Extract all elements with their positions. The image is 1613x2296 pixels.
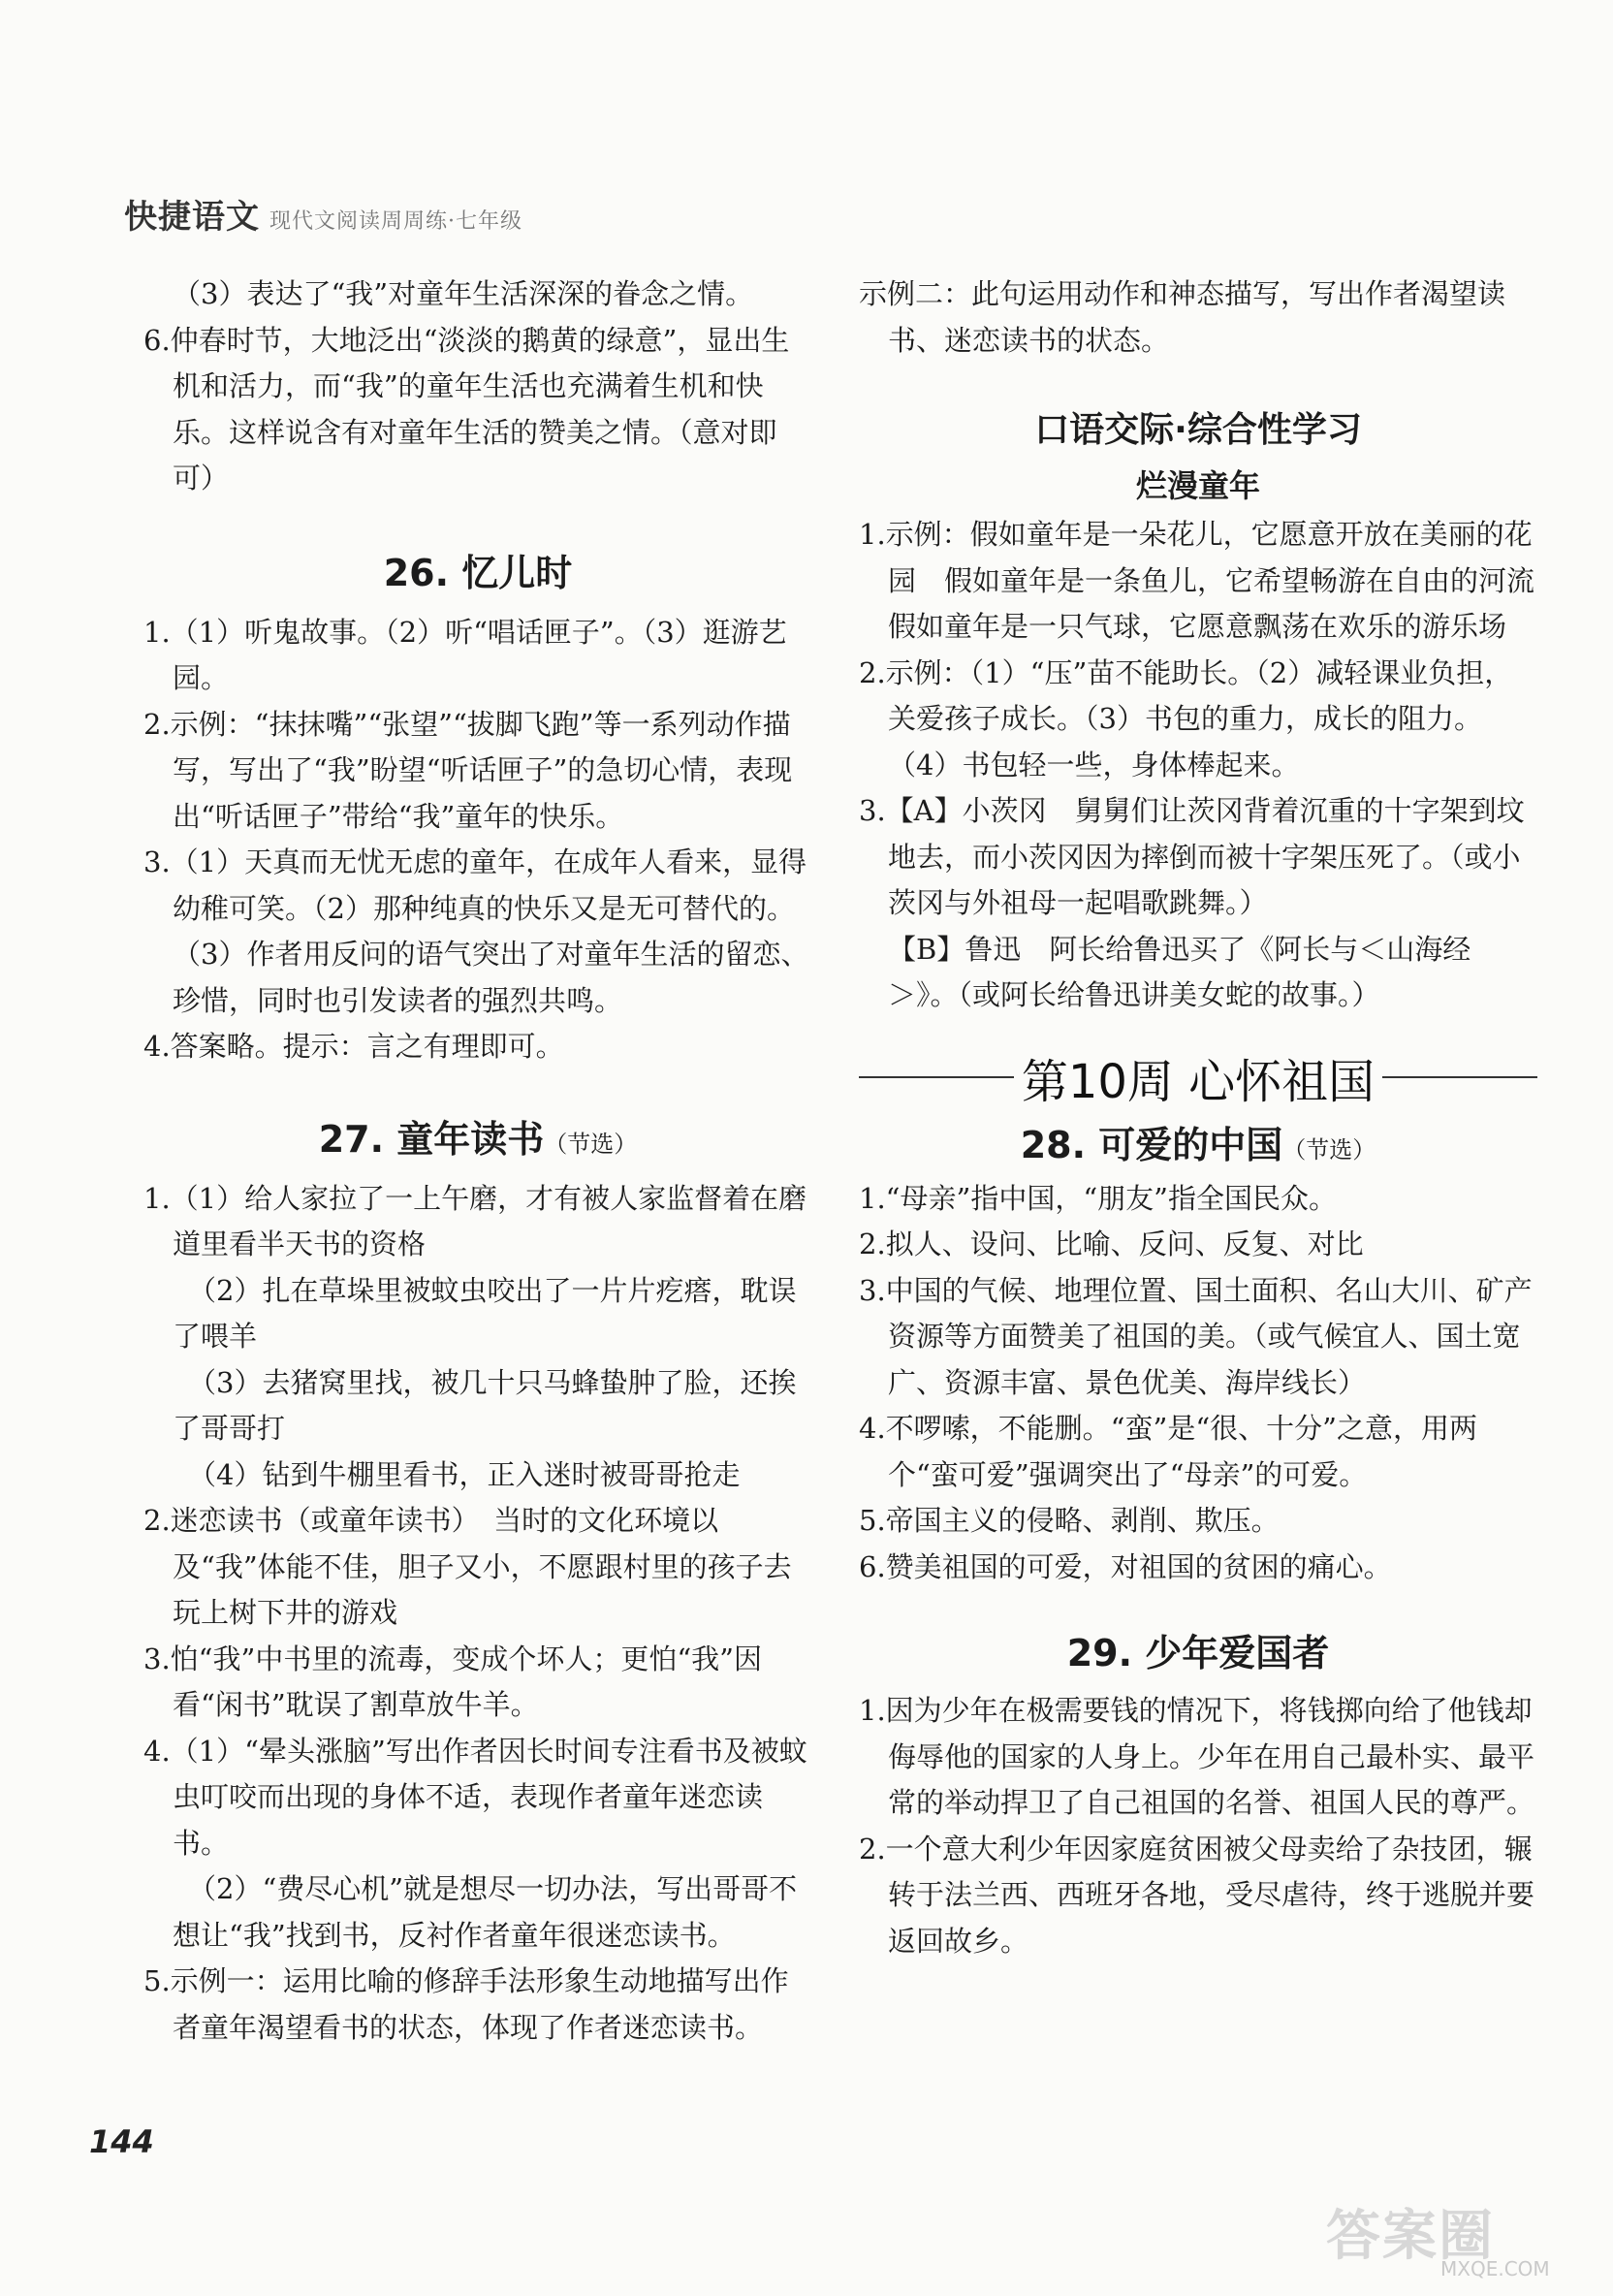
answer-item: 2.示例：“抹抹嘴”“张望”“拔脚飞跑”等一系列动作描写，写出了“我”盼望“听话匣子”的急切心情，表现出“听话匣子”带给“我”童年的快乐。 [143,707,793,833]
answer-subitem: （4）书包轻一些，身体棒起来。 [888,748,1300,781]
week-banner [859,1044,1537,1111]
brand-title: 快捷语文 [124,198,260,237]
answer-item: 1.示例：假如童年是一朵花儿，它愿意开放在美丽的花园 假如童年是一条鱼儿，它希望畅游在自由的河流 假如童年是一只气球，它愿意飘荡在欢乐的游乐场 [859,518,1564,643]
page-number: 144 [89,2123,154,2160]
answer-item: 1.（1）听鬼故事。（2）听“唱话匣子”。（3）逛游艺园。 [143,615,787,694]
answer-item: 示例二：此句运用动作和神态描写，写出作者渴望读书、迷恋读书的状态。 [859,277,1506,357]
answer-item: 2.拟人、设问、比喻、反问、反复、对比 [859,1228,1364,1260]
section-title-text: 27. 童年读书 [318,1117,545,1161]
divider-line [859,1076,1014,1078]
answer-item: （3）表达了“我”对童年生活深深的眷念之情。 [173,277,754,310]
answer-item: 4.答案略。提示：言之有理即可。 [143,1030,564,1063]
answer-item: 1.（1）给人家拉了一上午磨，才有被人家监督着在磨道里看半天书的资格 [143,1181,807,1260]
left-column [143,271,812,2051]
answer-item: 3.中国的气候、地理位置、国土面积、名山大川、矿产资源等方面赞美了祖国的美。（或气候宜人、国土宽广、资源丰富、景色优美、海岸线长） [859,1273,1533,1399]
answer-item: 3.（1）天真而无忧无虑的童年，在成年人看来，显得幼稚可笑。（2）那种纯真的快乐又是无可替代的。（3）作者用反问的语气突出了对童年生活的留恋、珍惜，同时也引发读者的强烈共鸣。 [143,845,809,1017]
answer-subitem: （2）扎在草垛里被蚊虫咬出了一片片疙瘩，耽误了喂羊 [173,1273,797,1353]
answer-item: 2.一个意大利少年因家庭贫困被父母卖给了杂技团，辗转于法兰西、西班牙各地，受尽虐待，终于逃脱并要返回故乡。 [859,1832,1535,1958]
watermark [1326,2193,1578,2280]
answer-item: 1.因为少年在极需要钱的情况下，将钱掷向给了他钱却侮辱他的国家的人身上。少年在用自己最朴实、最平常的举动捍卫了自己祖国的名誉、祖国人民的尊严。 [859,1694,1535,1819]
section-title-27 [143,1109,812,1163]
divider-line [1382,1076,1537,1078]
running-header [124,190,522,239]
answer-subitem: （3）去猪窝里找，被几十只马蜂蛰肿了脸，还挨了哥哥打 [173,1365,797,1445]
right-column [859,271,1564,1964]
section-subtitle: （节选） [544,1130,638,1158]
oral-section-title: 口语交际·综合性学习 [1034,410,1362,450]
section-title-28 [859,1115,1537,1168]
section-title-text: 28. 可爱的中国 [1020,1123,1283,1166]
answer-item: 1.“母亲”指中国，“朋友”指全国民众。 [859,1181,1337,1215]
section-title-26: 26. 忆儿时 [383,551,573,594]
week-title: 第10周 心怀祖国 [1021,1054,1376,1109]
answer-item: 6.仲春时节，大地泛出“淡淡的鹅黄的绿意”，显出生机和活力，而“我”的童年生活也充满着生机和快乐。这样说含有对童年生活的赞美之情。（意对即可） [143,323,790,494]
answer-subitem: （4）钻到牛棚里看书，正入迷时被哥哥抢走 [188,1457,741,1491]
answer-item: 4.（1）“晕头涨脑”写出作者因长时间专注看书及被蚊虫叮咬而出现的身体不适，表现作者童年迷恋读书。 [143,1734,807,1860]
series-subtitle: 现代文阅读周周练·七年级 [269,209,522,234]
watermark-logo: 答案圈 [1326,2205,1495,2268]
answer-item: 5.帝国主义的侵略、剥削、欺压。 [859,1504,1280,1537]
answer-item: 6.赞美祖国的可爱，对祖国的贫困的痛心。 [859,1549,1392,1583]
section-subtitle: （节选） [1282,1135,1376,1164]
answer-item: 4.不啰嗦，不能删。“蛮”是“很、十分”之意，用两个“蛮可爱”强调突出了“母亲”的可爱。 [859,1412,1477,1491]
answer-subitem: （2）“费尽心机”就是想尽一切办法，写出哥哥不想让“我”找到书，反衬作者童年很迷恋读书。 [173,1872,798,1952]
answer-item: 2.示例：（1）“压”苗不能助长。（2）减轻课业负担，关爱孩子成长。（3）书包的重力，成长的阻力。 [859,655,1513,735]
oral-section-subtitle: 烂漫童年 [1135,467,1260,504]
answer-subitem: 【B】鲁迅 阿长给鲁迅买了《阿长与＜山海经＞》。（或阿长给鲁迅讲美女蛇的故事。） [888,932,1471,1011]
answer-item: 3.【A】小茨冈 舅舅们让茨冈背着沉重的十字架到坟地去，而小茨冈因为摔倒而被十字架压死了。（或小茨冈与外祖母一起唱歌跳舞。） [859,794,1525,919]
watermark-url: MXQE.COM [1440,2257,1550,2280]
section-title-29: 29. 少年爱国者 [1066,1632,1330,1674]
answer-item: 2.迷恋读书（或童年读书） 当时的文化环境以及“我”体能不佳，胆子又小，不愿跟村里的孩子去玩上树下井的游戏 [143,1504,792,1629]
answer-item: 5.示例一：运用比喻的修辞手法形象生动地描写出作者童年渴望看书的状态，体现了作者迷恋读书。 [143,1964,789,2044]
answer-item: 3.怕“我”中书里的流毒，变成个坏人；更怕“我”因看“闲书”耽误了割草放牛羊。 [143,1642,762,1721]
